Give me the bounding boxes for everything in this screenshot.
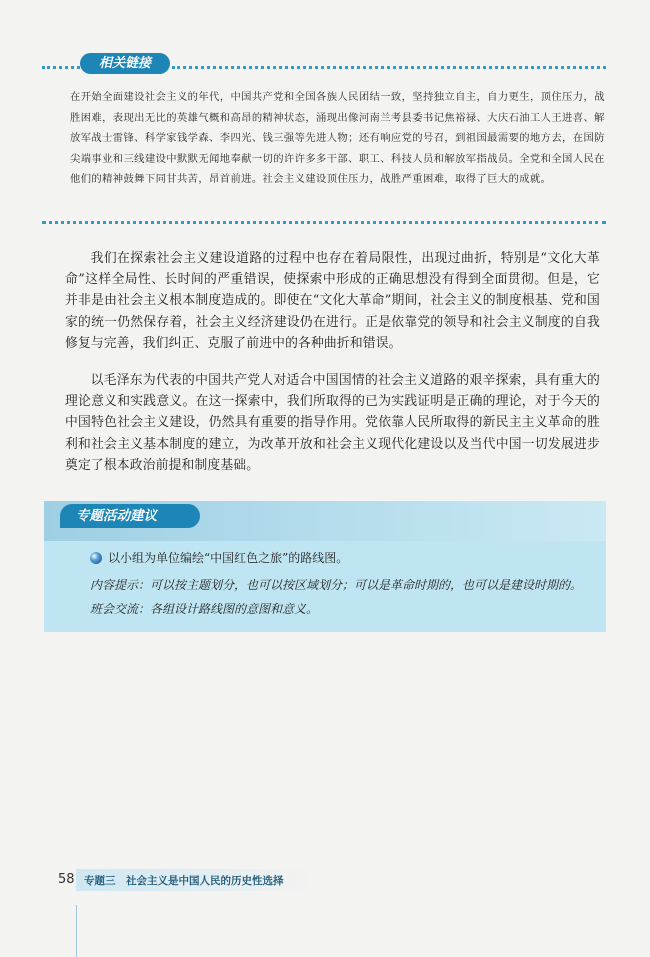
- page-number: 58: [58, 872, 75, 887]
- related-link-text: 在开始全面建设社会主义的年代，中国共产党和全国各族人民团结一致，坚持独立自主，自力更生，顶住压力，战胜困难，表现出无比的英雄气概和高昂的精神状态，涌现出像河南兰考县委书记焦裕禄、大庆石油工人王进喜、解放军战士雷锋、科学家钱学森、李四光、钱三强等先进人物；还有响应党的号召，到祖国最需要的地方去，在国防尖端事业和三线建设中默默无闻地奉献一切的许许多多干部、职工、科技人员和解放军指战员。全党和全国人民在他们的精神鼓舞下同甘共苦，昂首前进。社会主义建设顶住压力，战胜严重困难，取得了巨大的成就。: [70, 91, 605, 185]
- chapter-title: 专题三 社会主义是中国人民的历史性选择: [84, 875, 284, 887]
- activity-hint: 内容提示：可以按主题划分，也可以按区域划分；可以是革命时期的，也可以是建设时期的。: [90, 578, 583, 592]
- body-paragraph-1: 我们在探索社会主义建设道路的过程中也存在着局限性，出现过曲折，特别是“文化大革命”这样全局性、长时间的严重错误，使探索中形成的正确思想没有得到全面贯彻。但是，它并非是由社会主义根本制度造成的。即使在“文化大革命”期间，社会主义的制度根基、党和国家的统一仍然保存着，社会主义经济建设仍在进行。正是依靠党的领导和社会主义制度的自我修复与完善，我们纠正、克服了前进中的各种曲折和错误。: [65, 251, 600, 351]
- activity-exchange: 班会交流：各组设计路线图的意图和意义。: [90, 602, 319, 616]
- related-link-tag: 相关链接: [80, 53, 170, 74]
- dotted-divider-bottom: [42, 221, 606, 224]
- dotted-divider-left: [42, 66, 80, 69]
- footer-divider: [76, 905, 77, 957]
- activity-item: 以小组为单位编绘“中国红色之旅”的路线图。: [108, 551, 349, 565]
- body-paragraph-2: 以毛泽东为代表的中国共产党人对适合中国国情的社会主义道路的艰辛探索，具有重大的理论意义和实践意义。在这一探索中，我们所取得的已为实践证明是正确的理论，对于今天的中国特色社会主义建设，仍然具有重要的指导作用。党依靠人民所取得的新民主主义革命的胜利和社会主义基本制度的建立，为改革开放和社会主义现代化建设以及当代中国一切发展进步奠定了根本政治前提和制度基础。: [65, 373, 600, 473]
- activity-title: 专题活动建议: [60, 504, 200, 528]
- dotted-divider-top: [172, 66, 606, 69]
- bullet-ball-icon: [90, 552, 102, 564]
